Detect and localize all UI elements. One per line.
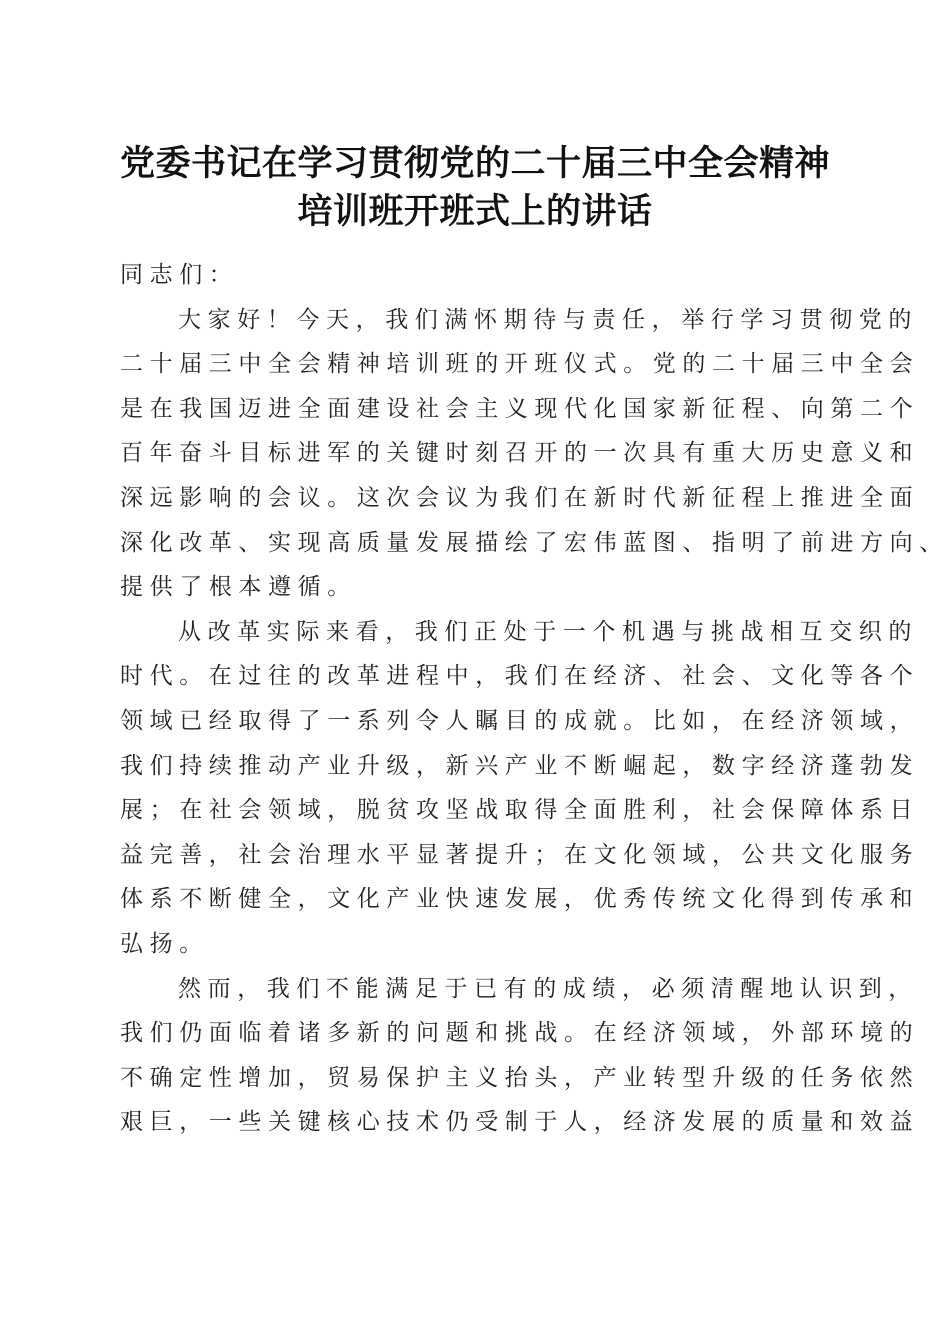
paragraph-1-line: 大家好！今天，我们满怀期待与责任，举行学习贯彻党的 xyxy=(178,306,918,333)
paragraph-2-line: 益完善，社会治理水平显著提升；在文化领域，公共文化服务 xyxy=(120,841,920,868)
paragraph-2-line: 时代。在过往的改革进程中，我们在经济、社会、文化等各个 xyxy=(120,663,920,690)
paragraph-1-line: 深远影响的会议。这次会议为我们在新时代新征程上推进全面 xyxy=(120,484,920,511)
paragraph-3-line: 艰巨，一些关键核心技术仍受制于人，经济发展的质量和效益 xyxy=(120,1109,920,1136)
document-title-line-2: 培训班开班式上的讲话 xyxy=(297,191,653,232)
paragraph-1-line: 二十届三中全会精神培训班的开班仪式。党的二十届三中全会 xyxy=(120,351,920,378)
paragraph-2-line: 我们持续推动产业升级，新兴产业不断崛起，数字经济蓬勃发 xyxy=(120,752,920,779)
paragraph-1-line: 深化改革、实现高质量发展描绘了宏伟蓝图、指明了前进方向、 xyxy=(120,529,949,556)
paragraph-3-line: 然而，我们不能满足于已有的成绩，必须清醒地认识到， xyxy=(178,975,918,1002)
document-body xyxy=(120,253,949,1145)
paragraph-2-line: 从改革实际来看，我们正处于一个机遇与挑战相互交织的 xyxy=(178,618,918,645)
paragraph-2-line: 领域已经取得了一系列令人瞩目的成就。比如，在经济领域， xyxy=(120,707,920,734)
greeting: 同志们： xyxy=(120,262,239,288)
paragraph-3-line: 我们仍面临着诸多新的问题和挑战。在经济领域，外部环境的 xyxy=(120,1020,920,1047)
paragraph-1-line: 是在我国迈进全面建设社会主义现代化国家新征程、向第二个 xyxy=(120,395,920,422)
paragraph-1-line: 百年奋斗目标进军的关键时刻召开的一次具有重大历史意义和 xyxy=(120,440,920,467)
document-title-line-1: 党委书记在学习贯彻党的二十届三中全会精神 xyxy=(119,143,830,184)
paragraph-2-line: 展；在社会领域，脱贫攻坚战取得全面胜利，社会保障体系日 xyxy=(120,797,920,824)
paragraph-2-line: 体系不断健全，文化产业快速发展，优秀传统文化得到传承和 xyxy=(120,886,920,913)
paragraph-3-line: 不确定性增加，贸易保护主义抬头，产业转型升级的任务依然 xyxy=(120,1064,920,1091)
paragraph-1-line: 提供了根本遵循。 xyxy=(120,574,357,601)
paragraph-2-line: 弘扬。 xyxy=(120,930,209,957)
